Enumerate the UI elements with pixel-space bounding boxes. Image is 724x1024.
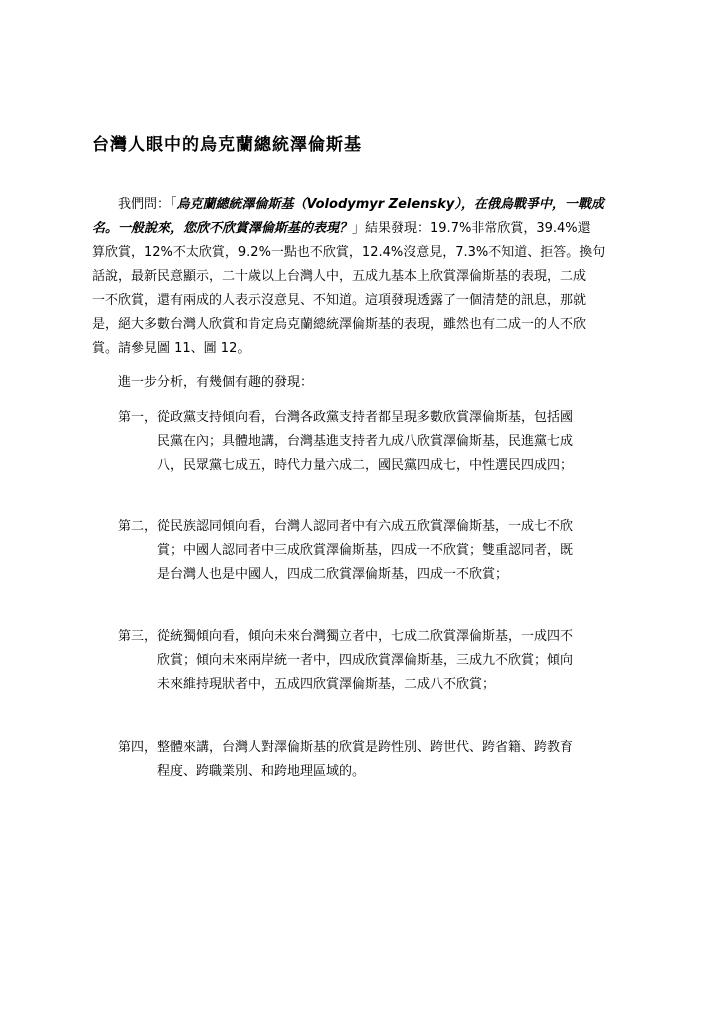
results-text-line7: 賞。請參見圖 11、圖 12。 xyxy=(92,341,251,356)
question-text-line1: 烏克蘭總統澤倫斯基（Volodymyr Zelensky），在俄烏戰爭中，一戰成 xyxy=(176,197,604,212)
results-text-line5: 一不欣賞，還有兩成的人表示沒意見、不知道。這項發現透露了一個清楚的訊息，那就 xyxy=(92,293,587,308)
finding-item-3 xyxy=(118,625,640,697)
question-text-line2: 名。一般說來，您欣不欣賞澤倫斯基的表現？ xyxy=(92,221,353,236)
page-title: 台灣人眼中的烏克蘭總統澤倫斯基 xyxy=(92,135,362,155)
results-text-line3: 算欣賞，12%不太欣賞，9.2%一點也不欣賞，12.4%沒意見，7.3%不知道、拒答。換句 xyxy=(92,245,606,260)
finding-line: 八，民眾黨七成五，時代力量六成二，國民黨四成七，中性選民四成四； xyxy=(157,458,574,473)
finding-line: 第三，從統獨傾向看，傾向未來台灣獨立者中，七成二欣賞澤倫斯基，一成四不 xyxy=(118,629,574,644)
finding-line: 賞；中國人認同者中三成欣賞澤倫斯基，四成一不欣賞；雙重認同者，既 xyxy=(157,543,574,558)
results-text-line2: 」結果發現：19.7%非常欣賞，39.4%還 xyxy=(352,221,591,236)
body-paragraph xyxy=(92,193,637,361)
finding-line: 民黨在內；具體地講，台灣基進支持者九成八欣賞澤倫斯基，民進黨七成 xyxy=(157,434,574,449)
paragraph-lead: 我們問：「 xyxy=(118,197,177,212)
finding-line: 是台灣人也是中國人，四成二欣賞澤倫斯基，四成一不欣賞； xyxy=(157,567,509,582)
finding-line: 第一，從政黨支持傾向看，台灣各政黨支持者都呈現多數欣賞澤倫斯基，包括國 xyxy=(118,410,574,425)
finding-line: 欣賞；傾向未來兩岸統一者中，四成欣賞澤倫斯基，三成九不欣賞；傾向 xyxy=(157,653,574,668)
finding-line: 程度、跨職業別、和跨地理區域的。 xyxy=(157,764,366,779)
finding-line: 第四，整體來講，台灣人對澤倫斯基的欣賞是跨性別、跨世代、跨省籍、跨教育 xyxy=(118,740,574,755)
finding-item-2 xyxy=(118,515,640,587)
finding-line: 未來維持現狀者中，五成四欣賞澤倫斯基，二成八不欣賞； xyxy=(157,677,496,692)
results-text-line4: 話說，最新民意顯示，二十歲以上台灣人中，五成九基本上欣賞澤倫斯基的表現，二成 xyxy=(92,269,587,284)
finding-item-1 xyxy=(118,406,640,478)
findings-intro: 進一步分析，有幾個有趣的發現： xyxy=(118,375,314,390)
finding-line: 第二，從民族認同傾向看，台灣人認同者中有六成五欣賞澤倫斯基，一成七不欣 xyxy=(118,519,574,534)
finding-item-4 xyxy=(118,736,640,784)
results-text-line6: 是，絕大多數台灣人欣賞和肯定烏克蘭總統澤倫斯基的表現，雖然也有二成一的人不欣 xyxy=(92,317,587,332)
